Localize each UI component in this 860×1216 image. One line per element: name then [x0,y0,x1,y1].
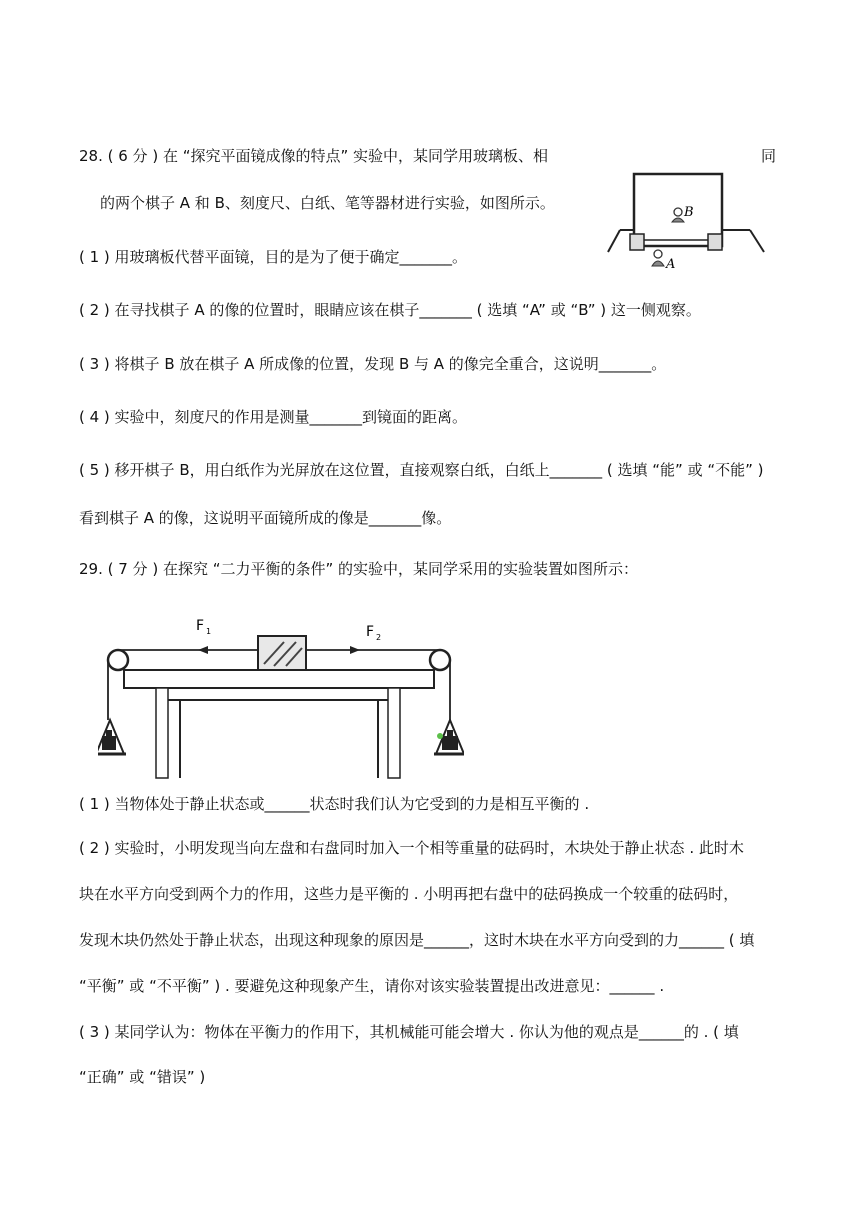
q28-stem-line2: 的两个棋子 A 和 B、刻度尺、白纸、笔等器材进行实验，如图所示。 [100,194,555,212]
q28-part4: ( 4 ) 实验中，刻度尺的作用是测量_______到镜面的距离。 [79,408,468,426]
q28-part3: ( 3 ) 将棋子 B 放在棋子 A 所成像的位置，发现 B 与 A 的像完全重合，这说明_______。 [79,355,667,373]
q29-part3-line2: “正确” 或 “错误” ) [79,1068,206,1086]
q28-part2: ( 2 ) 在寻找棋子 A 的像的位置时，眼睛应该在棋子_______ ( 选填 “A” 或 “B” ) 这一侧观察。 [79,301,701,319]
mirror-experiment-figure [600,168,770,278]
q28-stem-line1: 28. ( 6 分 ) 在 “探究平面镜成像的特点” 实验中，某同学用玻璃板、相 [79,147,549,165]
q29-part2-line1: ( 2 ) 实验时，小明发现当向左盘和右盘同时加入一个相等重量的砝码时，木块处于静止状态 . 此时木 [79,839,744,857]
q29-part2-line4: “平衡” 或 “不平衡” ) . 要避免这种现象产生，请你对该实验装置提出改进意见：______ . [79,977,665,995]
q29-part2-line2: 块在水平方向受到两个力的作用，这些力是平衡的 . 小明再把右盘中的砝码换成一个较重的砝码时， [79,885,739,903]
q28-stem-line1-tail: 同 [761,147,777,165]
force-label-f1: F [196,618,205,634]
q29-stem: 29. ( 7 分 ) 在探究 “二力平衡的条件” 的实验中，某同学采用的实验装置如图所示： [79,560,639,578]
q29-part2-line3: 发现木块仍然处于静止状态，出现这种现象的原因是______，这时木块在水平方向受到的力______ ( 填 [79,931,755,949]
balance-apparatus-figure [98,608,464,780]
q29-part3-line1: ( 3 ) 某同学认为：物体在平衡力的作用下，其机械能可能会增大 . 你认为他的观点是______的 . ( 填 [79,1023,739,1041]
q28-part5-line2: 看到棋子 A 的像，这说明平面镜所成的像是_______像。 [79,509,452,527]
q28-part5-line1: ( 5 ) 移开棋子 B，用白纸作为光屏放在这位置，直接观察白纸，白纸上_______ ( 选填 “能” 或 “不能” ) [79,461,764,479]
q29-part1: ( 1 ) 当物体处于静止状态或______状态时我们认为它受到的力是相互平衡的 . [79,795,590,813]
force-label-f2: F [366,624,375,640]
force-label-f1-subscript: 1 [206,627,212,636]
figure-label-a: A [666,257,676,272]
force-label-f2-subscript: 2 [376,633,382,642]
figure-label-b: B [684,205,694,220]
q28-part1: ( 1 ) 用玻璃板代替平面镜，目的是为了便于确定_______。 [79,248,468,266]
